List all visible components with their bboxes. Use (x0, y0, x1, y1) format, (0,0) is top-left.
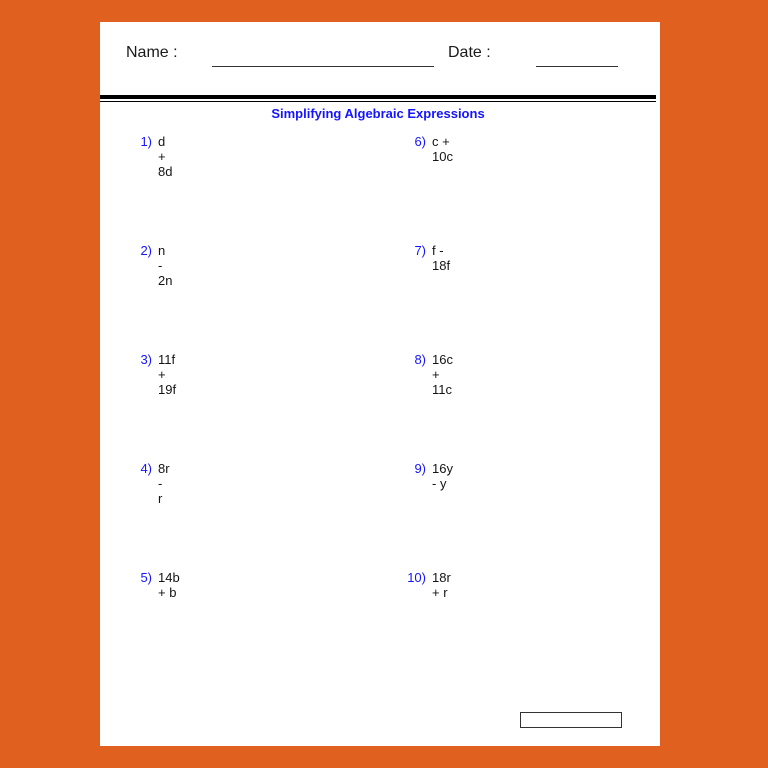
problem-number: 10) (407, 570, 426, 585)
problem-expression: 16c + 11c (432, 352, 453, 397)
header-divider-thin (100, 101, 656, 102)
problem-number: 3) (140, 352, 152, 367)
problem-number: 4) (140, 461, 152, 476)
worksheet-header (100, 22, 660, 100)
page-title: Simplifying Algebraic Expressions (271, 106, 485, 121)
problem-number: 5) (140, 570, 152, 585)
worksheet-page (100, 22, 660, 746)
problem-expression: 8r - r (158, 461, 170, 506)
problem-number: 6) (414, 134, 426, 149)
problem-number: 2) (140, 243, 152, 258)
name-input-line[interactable] (212, 66, 434, 67)
problem-expression: n - 2n (158, 243, 173, 288)
date-input-line[interactable] (536, 66, 618, 67)
header-divider-thick (100, 95, 656, 99)
problem-expression: 18r + r (432, 570, 451, 600)
name-label: Name : (126, 44, 178, 61)
problem-expression: 11f + 19f (158, 352, 177, 397)
problem-number: 9) (414, 461, 426, 476)
footer-box (520, 712, 622, 728)
problem-expression: 16y - y (432, 461, 453, 491)
date-label: Date : (448, 44, 491, 61)
problem-expression: c + 10c (432, 134, 453, 164)
problem-expression: 14b + b (158, 570, 180, 600)
problem-expression: f - 18f (432, 243, 451, 273)
problem-number: 1) (140, 134, 152, 149)
problem-number: 7) (414, 243, 426, 258)
problem-number: 8) (414, 352, 426, 367)
problem-expression: d + 8d (158, 134, 173, 179)
